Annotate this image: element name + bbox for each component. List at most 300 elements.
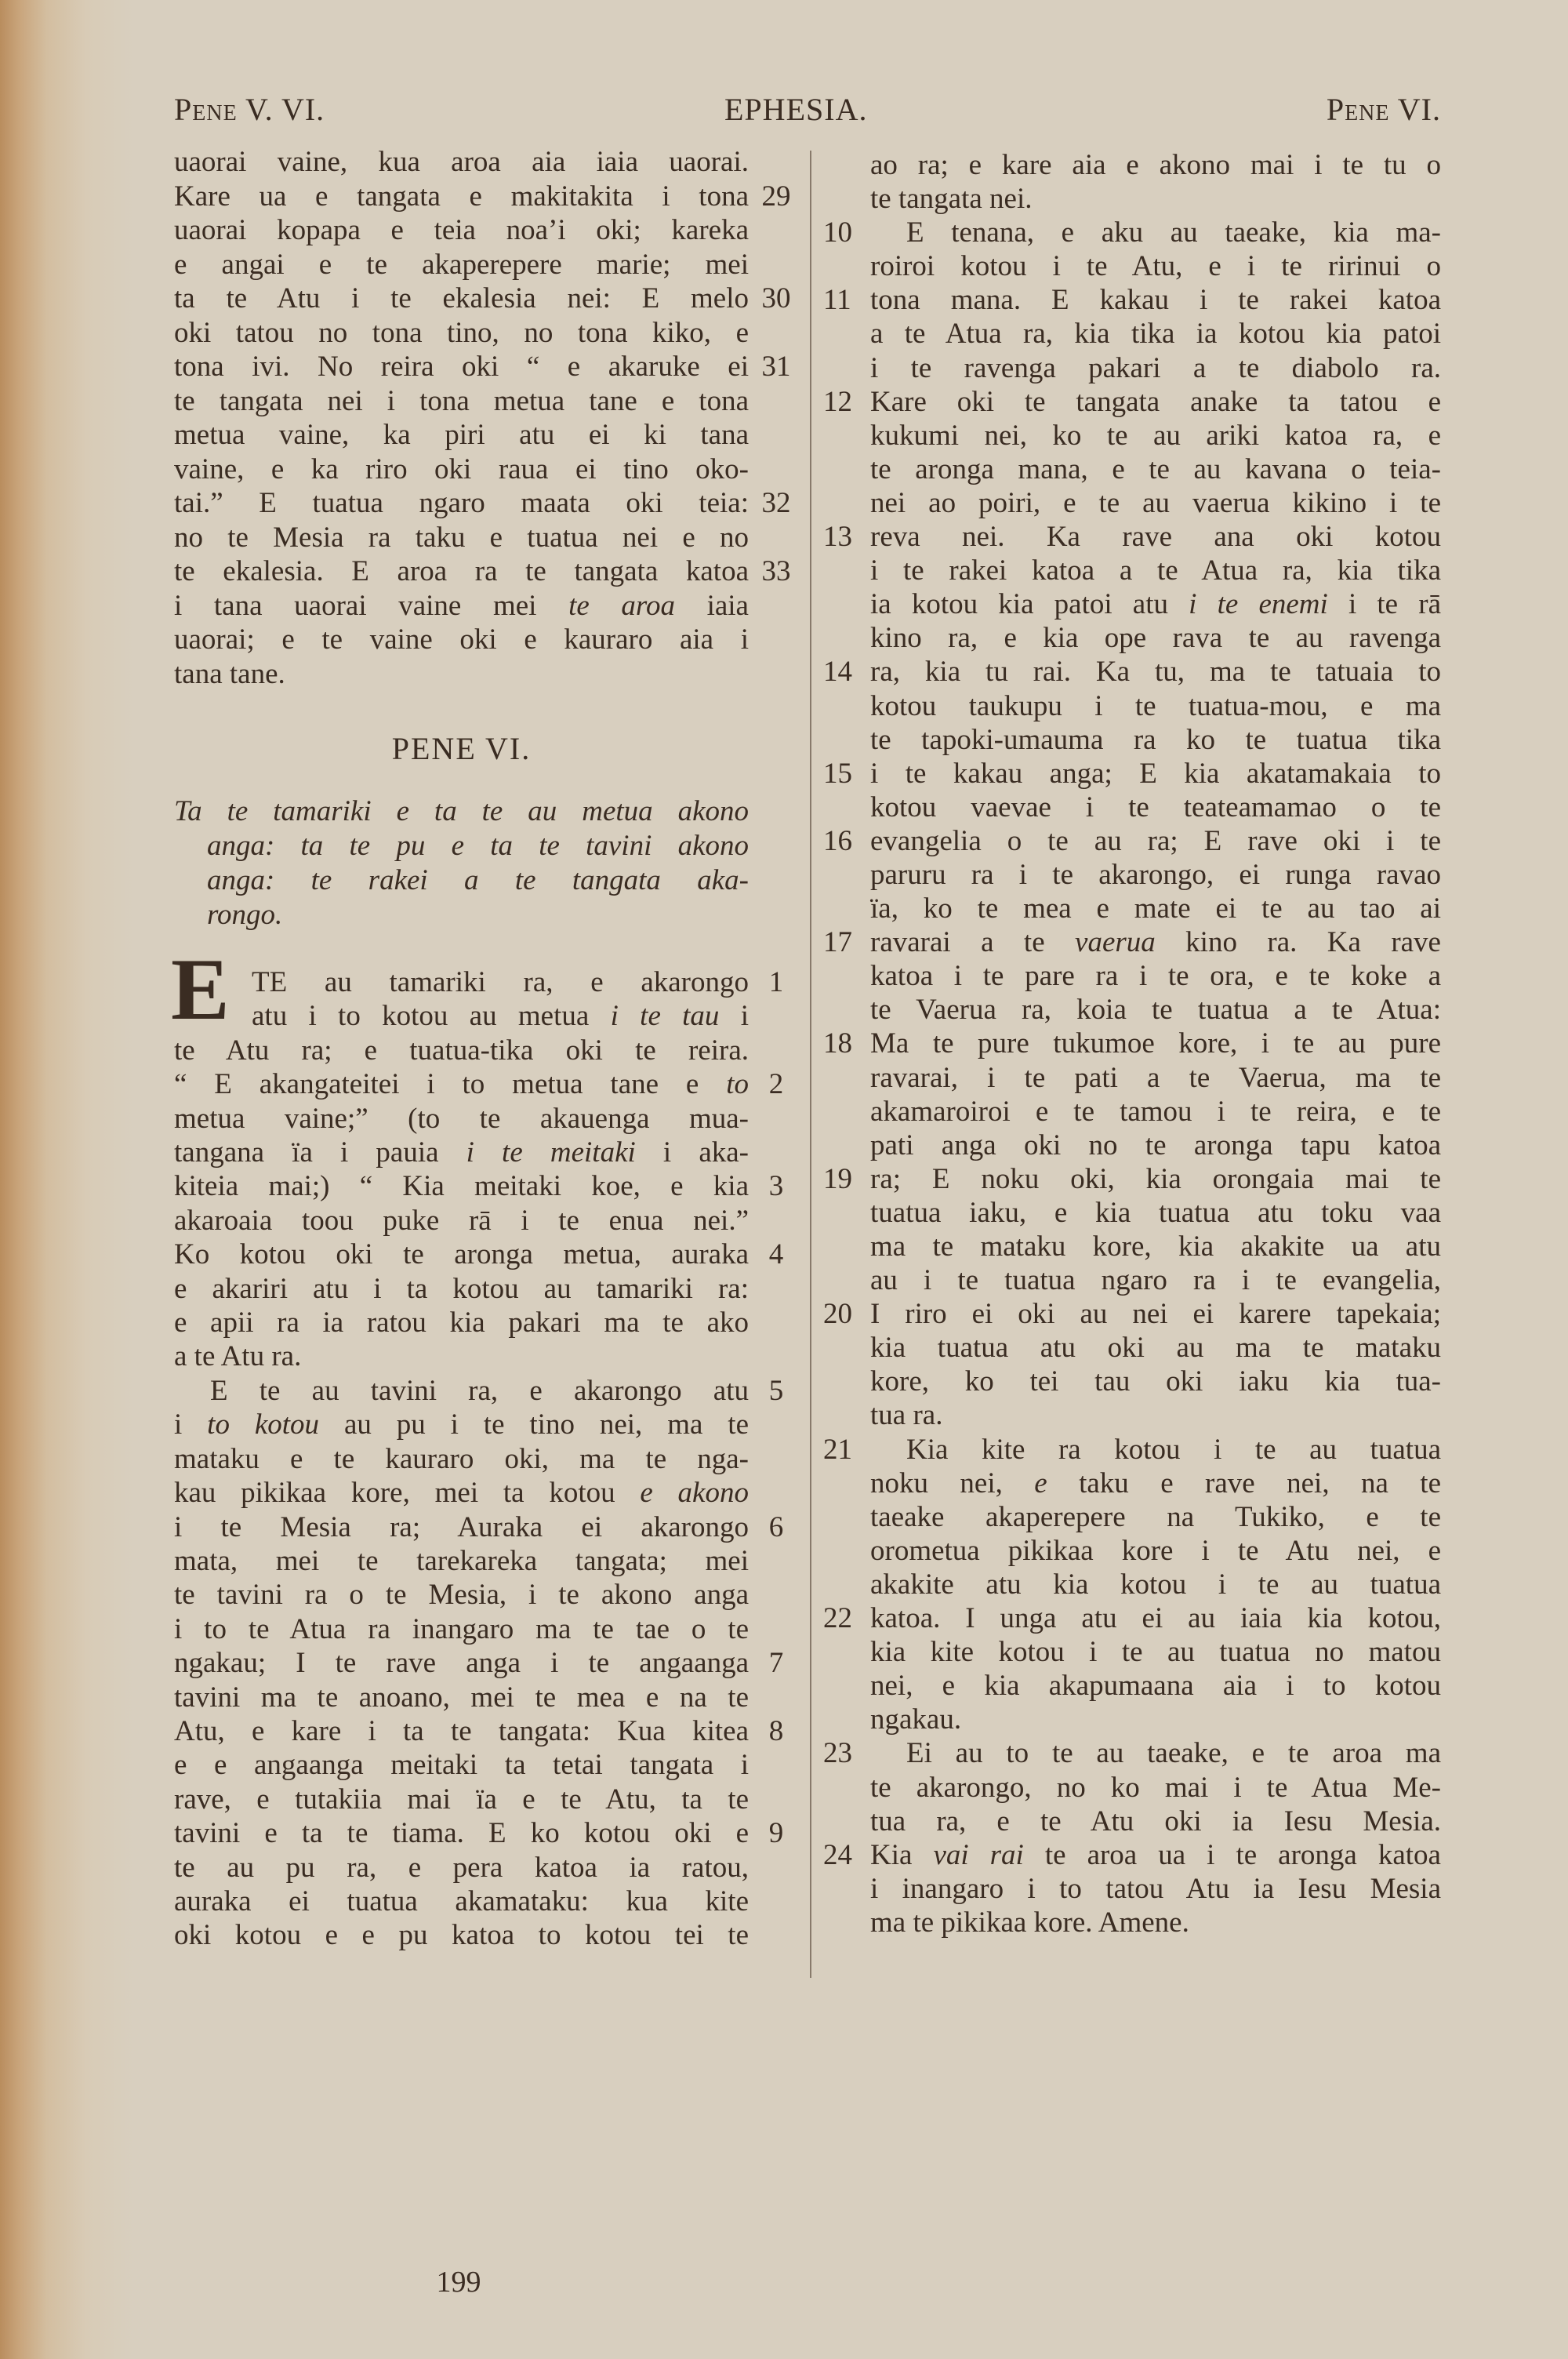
line-text bbox=[174, 623, 749, 657]
line-text bbox=[870, 757, 1441, 791]
text-segment: Ko kotou oki te aronga metua, auraka bbox=[174, 1238, 749, 1271]
text-segment: ia kotou kia patoi atu bbox=[870, 588, 1189, 621]
text-segment: tangana ïa i pauia bbox=[174, 1136, 466, 1169]
text-line bbox=[870, 959, 1441, 993]
line-text bbox=[174, 1578, 749, 1612]
line-text bbox=[174, 863, 749, 898]
italic-text-segment: vai rai bbox=[933, 1838, 1024, 1871]
text-segment: kino ra, e kia ope rava te au ravenga bbox=[870, 622, 1441, 655]
text-segment: kukumi nei, ko te au ariki katoa ra, e bbox=[870, 419, 1441, 452]
line-text bbox=[174, 1102, 749, 1136]
text-line bbox=[870, 1095, 1441, 1129]
verse-number: 22 bbox=[823, 1602, 852, 1635]
text-line bbox=[823, 925, 1441, 959]
text-segment: tavini e ta te tiama. E ko kotou oki e bbox=[174, 1817, 749, 1850]
text-segment: “ E akangateitei i to metua tane e bbox=[174, 1068, 727, 1101]
text-segment: i inangaro i to tatou Atu ia Iesu Mesia bbox=[870, 1872, 1441, 1905]
line-text bbox=[870, 1771, 1441, 1805]
line-text bbox=[174, 898, 749, 932]
text-line bbox=[870, 1669, 1441, 1703]
text-line bbox=[870, 1230, 1441, 1263]
line-text bbox=[870, 1568, 1441, 1601]
line-text bbox=[174, 1169, 749, 1203]
text-segment: ngakau; I te rave anga i te angaanga bbox=[174, 1647, 749, 1680]
text-segment: metua vaine, ka piri atu ei ki tana bbox=[174, 419, 749, 451]
text-line bbox=[174, 965, 784, 999]
line-text bbox=[870, 1635, 1441, 1669]
text-line bbox=[823, 824, 1441, 858]
text-segment: auraka ei tuatua akamataku: kua kite bbox=[174, 1885, 749, 1917]
text-line bbox=[174, 1408, 749, 1441]
verse-number: 30 bbox=[761, 282, 791, 314]
verse-number: 1 bbox=[768, 966, 784, 998]
text-line bbox=[174, 418, 749, 453]
italic-text-segment: to kotou bbox=[207, 1408, 320, 1441]
text-segment: mataku e te kauraro oki, ma te nga- bbox=[174, 1442, 749, 1475]
text-line bbox=[174, 316, 749, 351]
line-text bbox=[870, 1906, 1441, 1939]
text-line bbox=[174, 589, 749, 623]
text-line bbox=[174, 1442, 749, 1476]
text-segment: kore, ko tei tau oki iaku kia tua- bbox=[870, 1365, 1441, 1398]
line-text bbox=[174, 1612, 749, 1646]
text-line bbox=[174, 1851, 749, 1885]
text-line bbox=[174, 1816, 784, 1850]
text-line bbox=[174, 1748, 749, 1782]
verse-number: 14 bbox=[823, 656, 852, 689]
text-line bbox=[174, 829, 749, 863]
line-text bbox=[870, 1601, 1441, 1635]
text-line bbox=[174, 1102, 749, 1136]
line-text bbox=[174, 1885, 749, 1918]
verse-number: 33 bbox=[761, 555, 791, 587]
line-text bbox=[174, 999, 749, 1033]
text-segment: e angai e te akaperepere marie; mei bbox=[174, 248, 749, 281]
text-segment: uaorai vaine, kua aroa aia iaia uaorai. bbox=[174, 146, 749, 178]
line-text bbox=[870, 959, 1441, 993]
text-segment: roiroi kotou i te Atu, e i te ririnui o bbox=[870, 250, 1441, 283]
text-segment: ta te Atu i te ekalesia nei: E melo bbox=[174, 282, 749, 314]
text-line bbox=[823, 520, 1441, 554]
line-text bbox=[870, 1838, 1441, 1872]
verse-number: 2 bbox=[768, 1068, 784, 1101]
text-line bbox=[870, 1906, 1441, 1939]
verse-number: 9 bbox=[768, 1817, 784, 1850]
line-text bbox=[174, 384, 749, 419]
verse-number: 31 bbox=[761, 351, 791, 383]
line-text bbox=[174, 794, 749, 829]
text-line bbox=[870, 689, 1441, 723]
text-segment: Kare ua e tangata e makitakita i tona bbox=[174, 180, 749, 213]
verse-number: 4 bbox=[768, 1238, 784, 1271]
line-text bbox=[174, 180, 749, 214]
line-text bbox=[870, 385, 1441, 419]
text-line bbox=[823, 216, 1441, 249]
line-text bbox=[870, 351, 1441, 385]
text-segment: Kare oki te tangata anake ta tatou e bbox=[870, 385, 1441, 418]
text-segment: uaorai kopapa e teia noa’i oki; kareka bbox=[174, 214, 749, 246]
text-line bbox=[870, 1129, 1441, 1162]
line-text bbox=[870, 1162, 1441, 1196]
column-divider bbox=[810, 151, 811, 1978]
text-segment: evangelia o te au ra; E rave oki i te bbox=[870, 824, 1441, 857]
line-text bbox=[870, 1703, 1441, 1736]
text-segment: nei, e kia akapumaana aia i to kotou bbox=[870, 1670, 1441, 1703]
line-text bbox=[870, 993, 1441, 1027]
text-segment: oki tatou no tona tino, no tona kiko, e bbox=[174, 316, 749, 349]
line-text bbox=[870, 824, 1441, 858]
text-line bbox=[870, 1771, 1441, 1805]
line-text bbox=[174, 1783, 749, 1816]
text-segment: i te Mesia ra; Auraka ei akarongo bbox=[174, 1510, 749, 1543]
text-line bbox=[823, 757, 1441, 791]
text-line bbox=[823, 1601, 1441, 1635]
text-line bbox=[823, 1433, 1441, 1467]
text-segment: vaine, e ka riro oki raua ei tino oko- bbox=[174, 453, 749, 485]
line-text bbox=[870, 1872, 1441, 1906]
text-segment: ïa, ko te mea e mate ei te au tao ai bbox=[870, 892, 1441, 925]
text-segment: i te kakau anga; E kia akatamakaia to bbox=[870, 757, 1441, 790]
line-text bbox=[174, 657, 749, 692]
text-line bbox=[174, 350, 791, 384]
line-text bbox=[174, 1646, 749, 1680]
text-segment: TE au tamariki ra, e akarongo bbox=[252, 966, 749, 998]
verse-number: 8 bbox=[768, 1714, 784, 1747]
line-text bbox=[870, 249, 1441, 283]
text-segment: i to te Atua ra inangaro ma te tae o te bbox=[174, 1612, 749, 1645]
italic-text-segment: i te enemi bbox=[1189, 588, 1328, 621]
line-text bbox=[174, 1816, 749, 1850]
text-line bbox=[174, 1681, 749, 1714]
text-segment: no te Mesia ra taku e tuatua nei e no bbox=[174, 521, 749, 554]
text-line bbox=[870, 1805, 1441, 1838]
text-line bbox=[174, 384, 749, 419]
line-text bbox=[174, 1510, 749, 1544]
line-text bbox=[174, 1272, 749, 1306]
text-segment: Ta te tamariki e ta te au metua akono bbox=[174, 795, 749, 827]
text-line bbox=[174, 1136, 749, 1169]
text-segment: te tapoki-umauma ra ko te tuatua tika bbox=[870, 723, 1441, 756]
text-segment: te akarongo, no ko mai i te Atua Me- bbox=[870, 1771, 1441, 1804]
text-segment: mata, mei te tarekareka tangata; mei bbox=[174, 1544, 749, 1577]
line-text bbox=[870, 791, 1441, 824]
line-text bbox=[174, 1306, 749, 1339]
verse-number: 23 bbox=[823, 1737, 852, 1770]
text-line bbox=[174, 623, 749, 657]
text-line bbox=[870, 621, 1441, 655]
text-segment: kino ra. Ka rave bbox=[1155, 926, 1441, 959]
verse-number: 18 bbox=[823, 1027, 852, 1060]
line-text bbox=[174, 1714, 749, 1748]
line-text bbox=[174, 1476, 749, 1510]
text-segment: tuatua iaku, e kia tuatua atu toku vaa bbox=[870, 1196, 1441, 1229]
text-line bbox=[174, 1918, 749, 1952]
line-text bbox=[870, 1129, 1441, 1162]
text-line bbox=[870, 587, 1441, 621]
page-number: 199 bbox=[436, 2266, 481, 2299]
text-segment: ma te mataku kore, kia akakite ua atu bbox=[870, 1230, 1441, 1263]
line-text bbox=[174, 1339, 749, 1373]
text-segment: ngakau. bbox=[870, 1703, 962, 1736]
text-segment: atu i to kotou au metua bbox=[252, 1000, 611, 1033]
text-segment: katoa i te pare ra i te ora, e te koke a bbox=[870, 960, 1441, 993]
line-text bbox=[870, 925, 1441, 959]
text-line bbox=[870, 1365, 1441, 1398]
text-segment: kia tuatua atu oki au ma te mataku bbox=[870, 1332, 1441, 1365]
text-segment: E te au tavini ra, e akarongo atu bbox=[210, 1374, 749, 1407]
text-line bbox=[870, 1061, 1441, 1095]
text-segment: ravarai, i te pati a te Vaerua, ma te bbox=[870, 1061, 1441, 1094]
text-segment: i bbox=[719, 1000, 750, 1033]
verse-number: 17 bbox=[823, 926, 852, 959]
text-line bbox=[870, 1196, 1441, 1230]
chapter-heading: PENE VI. bbox=[391, 731, 532, 766]
line-text bbox=[870, 1500, 1441, 1534]
text-line bbox=[174, 1339, 749, 1373]
text-segment: ao ra; e kare aia e akono mai i te tu o bbox=[870, 149, 1441, 181]
text-line bbox=[174, 1306, 749, 1339]
line-text bbox=[870, 317, 1441, 351]
line-text bbox=[174, 1851, 749, 1885]
line-text bbox=[870, 587, 1441, 621]
line-text bbox=[870, 892, 1441, 925]
text-segment: kia kite kotou i te au tuatua no matou bbox=[870, 1636, 1441, 1669]
italic-text-segment: e akono bbox=[640, 1477, 749, 1510]
text-line bbox=[870, 249, 1441, 283]
text-segment: paruru ra i te akarongo, ei runga ravao bbox=[870, 858, 1441, 891]
line-text bbox=[174, 1748, 749, 1782]
line-text bbox=[870, 419, 1441, 453]
text-line bbox=[174, 521, 749, 555]
running-head-chapter-right: Pene VI. bbox=[1326, 92, 1441, 127]
text-segment: te ekalesia. E aroa ra te tangata katoa bbox=[174, 555, 749, 587]
text-segment: kotou vaevae i te teateamamao o te bbox=[870, 791, 1441, 823]
line-text bbox=[174, 453, 749, 487]
line-text bbox=[870, 1263, 1441, 1297]
text-line bbox=[174, 1374, 784, 1408]
line-text bbox=[174, 1918, 749, 1952]
text-line bbox=[870, 554, 1441, 587]
text-line bbox=[823, 1297, 1441, 1331]
line-text bbox=[870, 621, 1441, 655]
italic-text-segment: i te tau bbox=[610, 1000, 720, 1033]
text-segment: noku nei, bbox=[870, 1467, 1035, 1499]
text-segment: Atu, e kare i ta te tangata: Kua kitea bbox=[174, 1714, 749, 1747]
text-segment: kau pikikaa kore, mei ta kotou bbox=[174, 1477, 641, 1510]
text-line bbox=[870, 1398, 1441, 1432]
line-text bbox=[174, 213, 749, 248]
text-segment: ma te pikikaa kore. Amene. bbox=[870, 1906, 1189, 1939]
running-head-chapter: Pene V. VI. bbox=[174, 92, 325, 127]
text-segment: au pu i te tino nei, ma te bbox=[319, 1408, 749, 1441]
text-segment: au i te tuatua ngaro ra i te evangelia, bbox=[870, 1264, 1441, 1297]
line-text bbox=[174, 554, 749, 589]
line-text bbox=[870, 1196, 1441, 1230]
verse-number: 15 bbox=[823, 757, 852, 790]
verse-number: 29 bbox=[761, 180, 791, 213]
text-line bbox=[823, 1162, 1441, 1196]
text-line bbox=[870, 1568, 1441, 1601]
text-line bbox=[174, 1238, 784, 1271]
line-text bbox=[174, 1204, 749, 1238]
text-line bbox=[823, 283, 1441, 317]
text-line bbox=[870, 148, 1441, 182]
line-text bbox=[174, 316, 749, 351]
italic-text-segment: vaerua bbox=[1075, 926, 1156, 959]
line-text bbox=[870, 1467, 1441, 1500]
italic-text-segment: i te meitaki bbox=[466, 1136, 636, 1169]
line-text bbox=[174, 486, 749, 521]
text-segment: anga: te rakei a te tangata aka- bbox=[207, 864, 749, 896]
text-line bbox=[870, 791, 1441, 824]
text-line bbox=[174, 1544, 749, 1578]
text-line bbox=[174, 145, 749, 180]
text-line bbox=[174, 1272, 749, 1306]
text-segment: i bbox=[174, 1408, 208, 1441]
text-segment: i tana uaorai vaine mei bbox=[174, 589, 569, 622]
text-segment: rongo. bbox=[207, 899, 283, 931]
text-line bbox=[870, 1467, 1441, 1500]
text-segment: ra; E noku oki, kia orongaia mai te bbox=[870, 1162, 1441, 1195]
text-segment: Ei au to te au taeake, e te aroa ma bbox=[906, 1737, 1441, 1770]
line-text bbox=[870, 1331, 1441, 1365]
verse-number: 32 bbox=[761, 487, 791, 519]
line-text bbox=[174, 589, 749, 623]
text-line bbox=[870, 317, 1441, 351]
line-text bbox=[870, 1027, 1441, 1060]
verse-number: 20 bbox=[823, 1298, 852, 1331]
text-segment: reva nei. Ka rave ana oki kotou bbox=[870, 521, 1441, 554]
text-line bbox=[870, 1263, 1441, 1297]
text-segment: te Atu ra; e tuatua-tika oki te reira. bbox=[174, 1034, 749, 1067]
text-line bbox=[174, 453, 749, 487]
text-line bbox=[174, 1204, 749, 1238]
text-segment: te tangata nei. bbox=[870, 183, 1033, 216]
text-line bbox=[870, 993, 1441, 1027]
line-text bbox=[870, 520, 1441, 554]
line-text bbox=[870, 1805, 1441, 1838]
line-text bbox=[870, 216, 1441, 249]
text-segment: te au pu ra, e pera katoa ia ratou, bbox=[174, 1851, 749, 1884]
text-line bbox=[174, 1510, 784, 1544]
line-text bbox=[174, 418, 749, 453]
text-segment: rave, e tutakiia mai ïa e te Atu, ta te bbox=[174, 1783, 749, 1816]
text-segment: tua ra, e te Atu oki ia Iesu Mesia. bbox=[870, 1805, 1441, 1837]
text-line bbox=[174, 657, 749, 692]
line-text bbox=[174, 282, 749, 316]
right-column-chapter-6 bbox=[823, 148, 1441, 1939]
line-text bbox=[870, 723, 1441, 757]
italic-text-segment: te aroa bbox=[568, 589, 675, 622]
text-segment: Kia kite ra kotou i te au tuatua bbox=[906, 1433, 1441, 1466]
text-line bbox=[174, 1885, 749, 1918]
italic-text-segment: e bbox=[1034, 1467, 1047, 1499]
text-line bbox=[174, 282, 791, 316]
line-text bbox=[174, 145, 749, 180]
line-text bbox=[870, 453, 1441, 486]
text-line bbox=[174, 898, 749, 932]
text-segment: te Vaerua ra, koia te tuatua a te Atua: bbox=[870, 994, 1441, 1027]
text-line bbox=[870, 1872, 1441, 1906]
text-segment: te tangata nei i tona metua tane e tona bbox=[174, 384, 749, 417]
text-line bbox=[174, 794, 749, 829]
line-text bbox=[870, 1230, 1441, 1263]
verse-number: 5 bbox=[768, 1374, 784, 1407]
text-line bbox=[870, 453, 1441, 486]
verse-number: 6 bbox=[768, 1510, 784, 1543]
text-line bbox=[870, 351, 1441, 385]
text-segment: anga: ta te pu e ta te tavini akono bbox=[207, 830, 749, 862]
text-line bbox=[870, 419, 1441, 453]
text-line bbox=[174, 999, 749, 1033]
line-text bbox=[870, 486, 1441, 520]
text-segment: tai.” E tuatua ngaro maata oki teia: bbox=[174, 487, 749, 519]
text-segment: kotou taukupu i te tuatua-mou, e ma bbox=[870, 689, 1441, 722]
text-segment: akaroaia toou puke rā i te enua nei.” bbox=[174, 1204, 749, 1237]
line-text bbox=[174, 1034, 749, 1067]
line-text bbox=[174, 1067, 749, 1101]
text-line bbox=[823, 1027, 1441, 1060]
text-segment: te tavini ra o te Mesia, i te akono anga bbox=[174, 1579, 749, 1612]
chapter-summary bbox=[174, 794, 749, 932]
verse-number: 19 bbox=[823, 1162, 852, 1195]
left-column-chapter-6 bbox=[174, 965, 784, 1953]
verse-number: 10 bbox=[823, 216, 852, 249]
text-segment: uaorai; e te vaine oki e kauraro aia i bbox=[174, 623, 749, 656]
verse-number: 7 bbox=[768, 1647, 784, 1680]
text-line bbox=[870, 1703, 1441, 1736]
text-line bbox=[823, 385, 1441, 419]
text-segment: tana tane. bbox=[174, 657, 285, 690]
line-text bbox=[174, 1442, 749, 1476]
line-text bbox=[174, 1238, 749, 1271]
verse-number: 11 bbox=[823, 284, 851, 317]
text-segment: i te ravenga pakari a te diabolo ra. bbox=[870, 351, 1441, 384]
text-segment: katoa. I unga atu ei au iaia kia kotou, bbox=[870, 1602, 1441, 1635]
text-segment: a te Atua ra, kia tika ia kotou kia patoi bbox=[870, 318, 1441, 351]
text-segment: akamaroiroi e te tamou i te reira, e te bbox=[870, 1095, 1441, 1128]
text-segment: tua ra. bbox=[870, 1399, 943, 1432]
text-line bbox=[870, 858, 1441, 892]
text-segment: e apii ra ia ratou kia pakari ma te ako bbox=[174, 1307, 749, 1339]
text-segment: Kia bbox=[870, 1838, 934, 1871]
line-text bbox=[870, 1736, 1441, 1770]
text-segment: i aka- bbox=[635, 1136, 749, 1169]
text-segment: akakite atu kia kotou i te au tuatua bbox=[870, 1568, 1441, 1601]
text-line bbox=[174, 1646, 784, 1680]
text-line bbox=[870, 1500, 1441, 1534]
line-text bbox=[870, 1433, 1441, 1467]
text-segment: taku e rave nei, na te bbox=[1047, 1467, 1441, 1499]
text-segment: ra, kia tu rai. Ka tu, ma te tatuaia to bbox=[870, 656, 1441, 689]
drop-cap: E bbox=[171, 941, 230, 1038]
text-segment: e e angaanga meitaki ta tetai tangata i bbox=[174, 1749, 749, 1782]
verse-number: 16 bbox=[823, 824, 852, 857]
text-line bbox=[174, 213, 749, 248]
text-segment: ravarai a te bbox=[870, 926, 1076, 959]
text-line bbox=[174, 1067, 784, 1101]
line-text bbox=[870, 655, 1441, 689]
text-segment: metua vaine;” (to te akauenga mua- bbox=[174, 1102, 749, 1135]
text-line bbox=[174, 1476, 749, 1510]
text-line bbox=[174, 1578, 749, 1612]
line-text bbox=[174, 1374, 749, 1408]
verse-number: 13 bbox=[823, 521, 852, 554]
left-column-chapter-5-end bbox=[174, 145, 791, 691]
text-segment: taeake akaperepere na Tukiko, e te bbox=[870, 1500, 1441, 1533]
line-text bbox=[870, 1095, 1441, 1129]
text-line bbox=[823, 1736, 1441, 1770]
